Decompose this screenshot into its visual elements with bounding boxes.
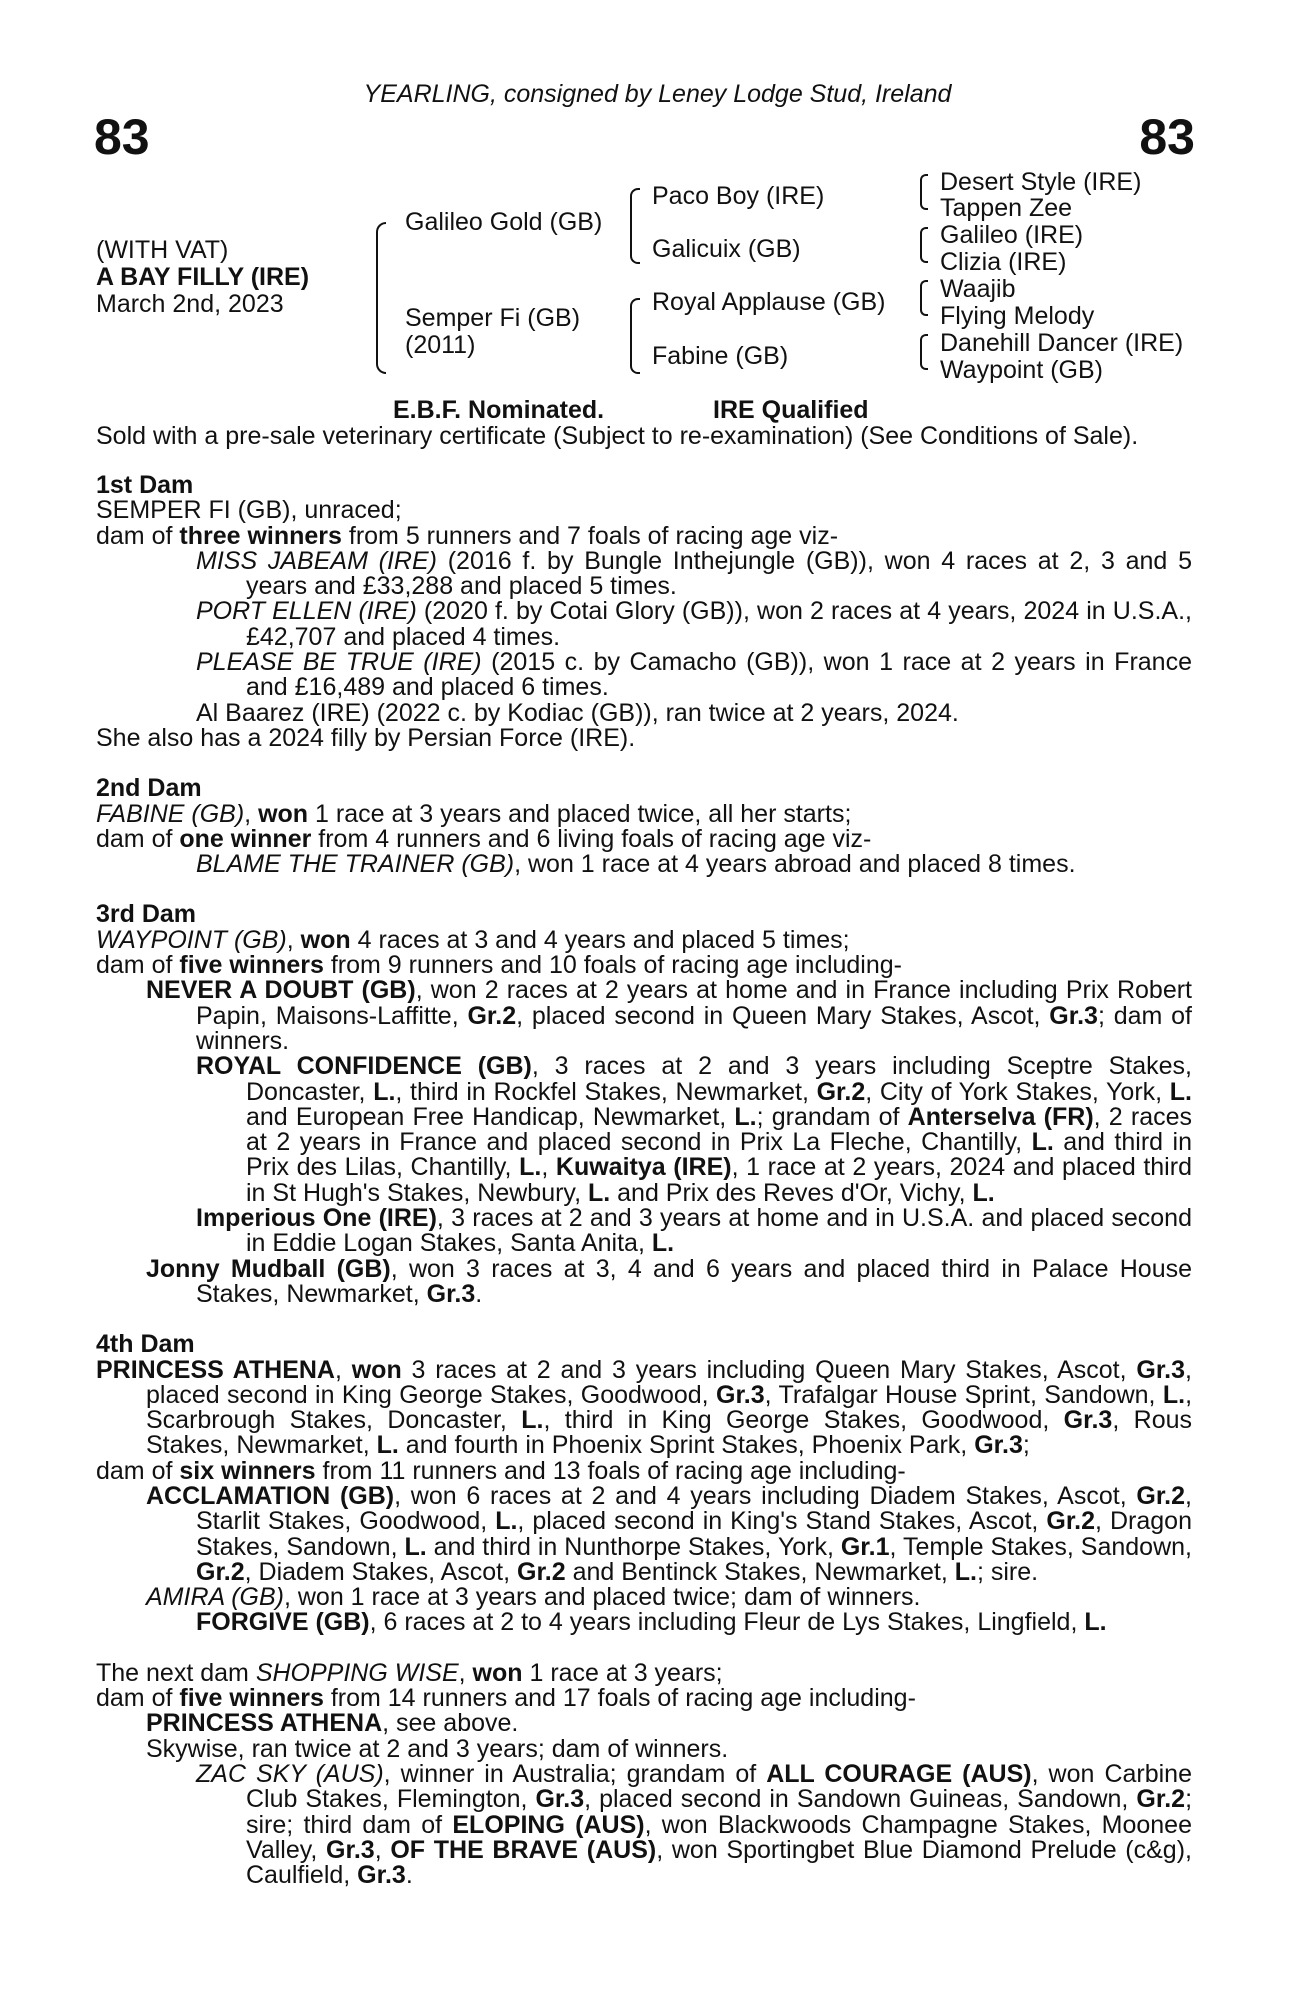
pedigree-g-3: Galileo (IRE) bbox=[940, 221, 1084, 249]
pedigree-brace-g4 bbox=[920, 334, 928, 370]
first-dam-note: She also has a 2024 filly by Persian Force (IRE). bbox=[96, 723, 636, 752]
lot-name: A BAY FILLY (IRE) bbox=[96, 263, 310, 291]
vet-certificate-note: Sold with a pre-sale veterinary certificate (Subject to re-examination) (See Conditions of Sale). bbox=[96, 422, 1139, 450]
third-dam-heading: 3rd Dam bbox=[96, 900, 197, 929]
vat-note: (WITH VAT) bbox=[96, 236, 229, 264]
pedigree-brace-g1 bbox=[920, 174, 928, 210]
third-dam-offspring-never-a-doubt: NEVER A DOUBT (GB), won 2 races at 2 years at home and in France including Prix Robert Papin, Maisons-Laffitte, Gr.2, placed second in Queen Mary Stakes, Ascot, Gr.3; dam of winners. bbox=[146, 976, 1193, 1055]
third-dam-grand-imperious-one: Imperious One (IRE), 3 races at 2 and 3 years at home and in U.S.A. and placed second in Eddie Logan Stakes, Santa Anita, L. bbox=[196, 1204, 1192, 1258]
pedigree-sire-sire: Paco Boy (IRE) bbox=[652, 182, 825, 210]
pedigree-g-1: Desert Style (IRE) bbox=[940, 168, 1142, 196]
first-dam-offspring-1: MISS JABEAM (IRE) (2016 f. by Bungle Inthejungle (GB)), won 4 races at 2, 3 and 5 years and £33,288 and placed 5 times. bbox=[196, 546, 1192, 601]
lot-number-left: 83 bbox=[94, 109, 150, 165]
pedigree-g-8: Waypoint (GB) bbox=[940, 356, 1104, 384]
first-dam-offspring-3: PLEASE BE TRUE (IRE) (2015 c. by Camacho (GB)), won 1 race at 2 years in France and £16,489 and placed 6 times. bbox=[196, 648, 1192, 702]
second-dam-heading: 2nd Dam bbox=[96, 774, 202, 803]
pedigree-brace-main bbox=[376, 222, 386, 374]
second-dam-offspring-1: BLAME THE TRAINER (GB), won 1 race at 4 years abroad and placed 8 times. bbox=[196, 850, 1076, 879]
pedigree-g-6: Flying Melody bbox=[940, 302, 1095, 330]
next-dam-record: dam of five winners from 14 runners and 17 foals of racing age including- bbox=[96, 1684, 916, 1713]
third-dam-record: dam of five winners from 9 runners and 10 foals of racing age including- bbox=[96, 951, 902, 980]
fourth-dam-heading: 4th Dam bbox=[96, 1330, 195, 1359]
first-dam-record: dam of three winners from 5 runners and 7 foals of racing age viz- bbox=[96, 521, 839, 550]
next-dam-offspring-princess-athena: PRINCESS ATHENA, see above. bbox=[146, 1709, 519, 1738]
pedigree-sire-dam: Galicuix (GB) bbox=[652, 235, 801, 263]
pedigree-brace-g2 bbox=[920, 227, 928, 263]
fourth-dam-offspring-acclamation: ACCLAMATION (GB), won 6 races at 2 and 4 years including Diadem Stakes, Ascot, Gr.2, Starlit Stakes, Goodwood, L., placed second in King's Stand Stakes, Ascot, Gr.2, Dragon Stakes, Sandown, L. and third in Nunthorpe Stakes, York, Gr.1, Temple Stakes, Sandown, Gr.2, Diadem Stakes, Ascot, Gr.2 and Bentinck Stakes, Newmarket, L.; sire. bbox=[146, 1481, 1192, 1586]
lot-number-right: 83 bbox=[1139, 109, 1195, 165]
fourth-dam-grand-forgive: FORGIVE (GB), 6 races at 2 to 4 years including Fleur de Lys Stakes, Lingfield, L. bbox=[196, 1608, 1107, 1637]
fourth-dam-offspring-amira: AMIRA (GB), won 1 race at 3 years and placed twice; dam of winners. bbox=[146, 1583, 921, 1612]
third-dam-offspring-jonny-mudball: Jonny Mudball (GB), won 3 races at 3, 4 and 6 years and placed third in Palace House Stakes, Newmarket, Gr.3. bbox=[146, 1254, 1192, 1308]
fourth-dam-record: dam of six winners from 11 runners and 13 foals of racing age including- bbox=[96, 1456, 906, 1485]
ire-qualified: IRE Qualified bbox=[713, 396, 869, 424]
pedigree-dam-sire: Royal Applause (GB) bbox=[652, 288, 886, 316]
next-dam-grand-zac-sky: ZAC SKY (AUS), winner in Australia; grandam of ALL COURAGE (AUS), won Carbine Club Stakes, Flemington, Gr.3, placed second in Sandown Guineas, Sandown, Gr.2; sire; third dam of ELOPING (AUS), won Blackwoods Champagne Stakes, Moonee Valley, Gr.3, OF THE BRAVE (AUS), won Sportingbet Blue Diamond Prelude (c&g), Caulfield, Gr.3. bbox=[196, 1759, 1193, 1890]
pedigree-g-5: Waajib bbox=[940, 275, 1016, 303]
next-dam-line: The next dam SHOPPING WISE, won 1 race at 3 years; bbox=[96, 1658, 723, 1687]
first-dam-offspring-2: PORT ELLEN (IRE) (2020 f. by Cotai Glory (GB)), won 2 races at 4 years, 2024 in U.S.A., £42,707 and placed 4 times. bbox=[196, 597, 1192, 651]
pedigree-brace-dam bbox=[630, 298, 640, 374]
foaling-date: March 2nd, 2023 bbox=[96, 290, 284, 318]
pedigree-g-2: Tappen Zee bbox=[940, 194, 1073, 222]
pedigree-g-7: Danehill Dancer (IRE) bbox=[940, 329, 1184, 357]
pedigree-brace-sire bbox=[630, 188, 640, 264]
pedigree-brace-g3 bbox=[920, 280, 928, 316]
next-dam-offspring-skywise: Skywise, ran twice at 2 and 3 years; dam of winners. bbox=[146, 1734, 729, 1763]
pedigree-dam: Semper Fi (GB) bbox=[405, 304, 581, 332]
first-dam-offspring-4: Al Baarez (IRE) (2022 c. by Kodiac (GB)), ran twice at 2 years, 2024. bbox=[196, 698, 959, 727]
dam-family-text bbox=[96, 473, 1192, 1888]
pedigree-g-4: Clizia (IRE) bbox=[940, 248, 1067, 276]
second-dam-record: dam of one winner from 4 runners and 6 living foals of racing age viz- bbox=[96, 824, 872, 853]
first-dam-heading: 1st Dam bbox=[96, 471, 194, 499]
third-dam-line: WAYPOINT (GB), won 4 races at 3 and 4 years and placed 5 times; bbox=[96, 925, 850, 954]
pedigree-dam-year: (2011) bbox=[405, 331, 476, 359]
first-dam-line: SEMPER FI (GB), unraced; bbox=[96, 496, 402, 525]
pedigree-dam-dam: Fabine (GB) bbox=[652, 342, 789, 370]
fourth-dam-line: PRINCESS ATHENA, won 3 races at 2 and 3 years including Queen Mary Stakes, Ascot, Gr.3, placed second in King George Stakes, Goodwood, Gr.3, Trafalgar House Sprint, Sandown, L., Scarbrough Stakes, Doncaster, L., third in King George Stakes, Goodwood, Gr.3, Rous Stakes, Newmarket, L. and fourth in Phoenix Sprint Stakes, Phoenix Park, Gr.3; bbox=[96, 1355, 1193, 1460]
third-dam-grand-royal-confidence: ROYAL CONFIDENCE (GB), 3 races at 2 and 3 years including Sceptre Stakes, Doncaster, L., third in Rockfel Stakes, Newmarket, Gr.2, City of York Stakes, York, L. and European Free Handicap, Newmarket, L.; grandam of Anterselva (FR), 2 races at 2 years in France and placed second in Prix La Fleche, Chantilly, L. and third in Prix des Lilas, Chantilly, L., Kuwaitya (IRE), 1 race at 2 years, 2024 and placed third in St Hugh's Stakes, Newbury, L. and Prix des Reves d'Or, Vichy, L. bbox=[196, 1052, 1193, 1207]
second-dam-line: FABINE (GB), won 1 race at 3 years and placed twice, all her starts; bbox=[96, 799, 852, 828]
catalogue-header: YEARLING, consigned by Leney Lodge Stud, Ireland bbox=[363, 80, 952, 108]
ebf-nomination: E.B.F. Nominated. bbox=[393, 396, 605, 424]
pedigree-sire: Galileo Gold (GB) bbox=[405, 208, 603, 236]
